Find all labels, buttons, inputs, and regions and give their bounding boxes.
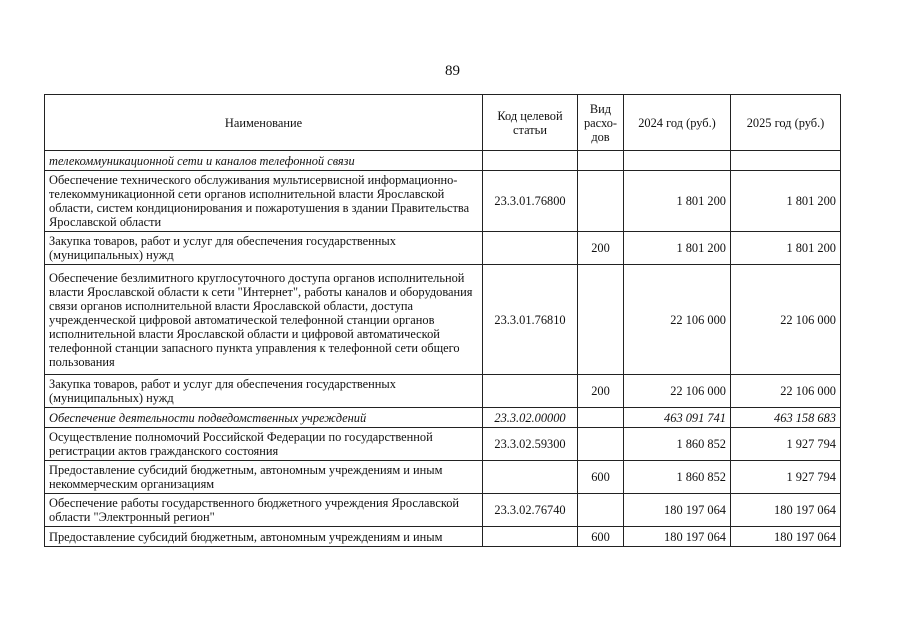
table-row (45, 151, 841, 171)
row-2025: 1 927 794 (731, 461, 841, 494)
header-code: Код целевой статьи (483, 95, 578, 151)
row-kind: 600 (578, 527, 624, 547)
row-kind: 200 (578, 232, 624, 265)
row-2024: 1 801 200 (624, 171, 731, 232)
row-kind: 600 (578, 461, 624, 494)
row-name: Обеспечение технического обслуживания мультисервисной информационно-телекоммуникационной сети органов исполнительной власти Ярославской области, систем кондиционирования и пожаротушения в здании Правительства Ярославской области (45, 171, 483, 232)
row-2025: 180 197 064 (731, 527, 841, 547)
row-code (483, 151, 578, 171)
row-kind (578, 265, 624, 375)
row-2024: 22 106 000 (624, 265, 731, 375)
row-code: 23.3.01.76810 (483, 265, 578, 375)
header-kind: Вид расхо-дов (578, 95, 624, 151)
table-row (45, 428, 841, 461)
row-2024 (624, 151, 731, 171)
row-2025: 22 106 000 (731, 375, 841, 408)
row-name: Осуществление полномочий Российской Федерации по государственной регистрации актов гражданского состояния (45, 428, 483, 461)
row-2025 (731, 151, 841, 171)
row-2024: 1 801 200 (624, 232, 731, 265)
row-2024: 1 860 852 (624, 428, 731, 461)
table-row (45, 494, 841, 527)
row-2025: 180 197 064 (731, 494, 841, 527)
row-kind (578, 171, 624, 232)
page-number: 89 (445, 63, 460, 79)
row-2024: 180 197 064 (624, 527, 731, 547)
row-name: телекоммуникационной сети и каналов телефонной связи (45, 151, 483, 171)
row-code (483, 527, 578, 547)
row-name: Предоставление субсидий бюджетным, автономным учреждениям и иным некоммерческим организациям (45, 461, 483, 494)
row-2025: 1 927 794 (731, 428, 841, 461)
row-code: 23.3.02.59300 (483, 428, 578, 461)
header-name: Наименование (45, 95, 483, 151)
row-2025: 463 158 683 (731, 408, 841, 428)
row-kind (578, 151, 624, 171)
table-row (45, 375, 841, 408)
table-header-row (45, 95, 841, 151)
row-name: Обеспечение деятельности подведомственных учреждений (45, 408, 483, 428)
row-2025: 22 106 000 (731, 265, 841, 375)
row-kind (578, 428, 624, 461)
row-kind (578, 494, 624, 527)
row-2025: 1 801 200 (731, 171, 841, 232)
row-2024: 22 106 000 (624, 375, 731, 408)
row-2024: 463 091 741 (624, 408, 731, 428)
budget-table (44, 94, 841, 547)
row-2025: 1 801 200 (731, 232, 841, 265)
row-2024: 1 860 852 (624, 461, 731, 494)
row-code (483, 461, 578, 494)
row-code: 23.3.02.76740 (483, 494, 578, 527)
row-code (483, 375, 578, 408)
row-name: Обеспечение безлимитного круглосуточного доступа органов исполнительной власти Ярославской области к сети "Интернет", работы каналов и оборудования связи органов исполнительной власти Ярославской области, доступа учрежденческой цифровой автоматической телефонной станции органов исполнительной власти Ярославской области и цифровой автоматической телефонной станции запасного пункта управления к телефонной сети общего пользования (45, 265, 483, 375)
table-row (45, 527, 841, 547)
row-code: 23.3.02.00000 (483, 408, 578, 428)
row-name: Закупка товаров, работ и услуг для обеспечения государственных (муниципальных) нужд (45, 375, 483, 408)
row-2024: 180 197 064 (624, 494, 731, 527)
row-kind: 200 (578, 375, 624, 408)
table-row (45, 232, 841, 265)
table-row (45, 408, 841, 428)
table-row (45, 265, 841, 375)
header-2025: 2025 год (руб.) (731, 95, 841, 151)
row-code: 23.3.01.76800 (483, 171, 578, 232)
row-name: Предоставление субсидий бюджетным, автономным учреждениям и иным (45, 527, 483, 547)
table-row (45, 461, 841, 494)
row-kind (578, 408, 624, 428)
table-row (45, 171, 841, 232)
row-name: Обеспечение работы государственного бюджетного учреждения Ярославской области "Электронный регион" (45, 494, 483, 527)
row-name: Закупка товаров, работ и услуг для обеспечения государственных (муниципальных) нужд (45, 232, 483, 265)
header-2024: 2024 год (руб.) (624, 95, 731, 151)
row-code (483, 232, 578, 265)
